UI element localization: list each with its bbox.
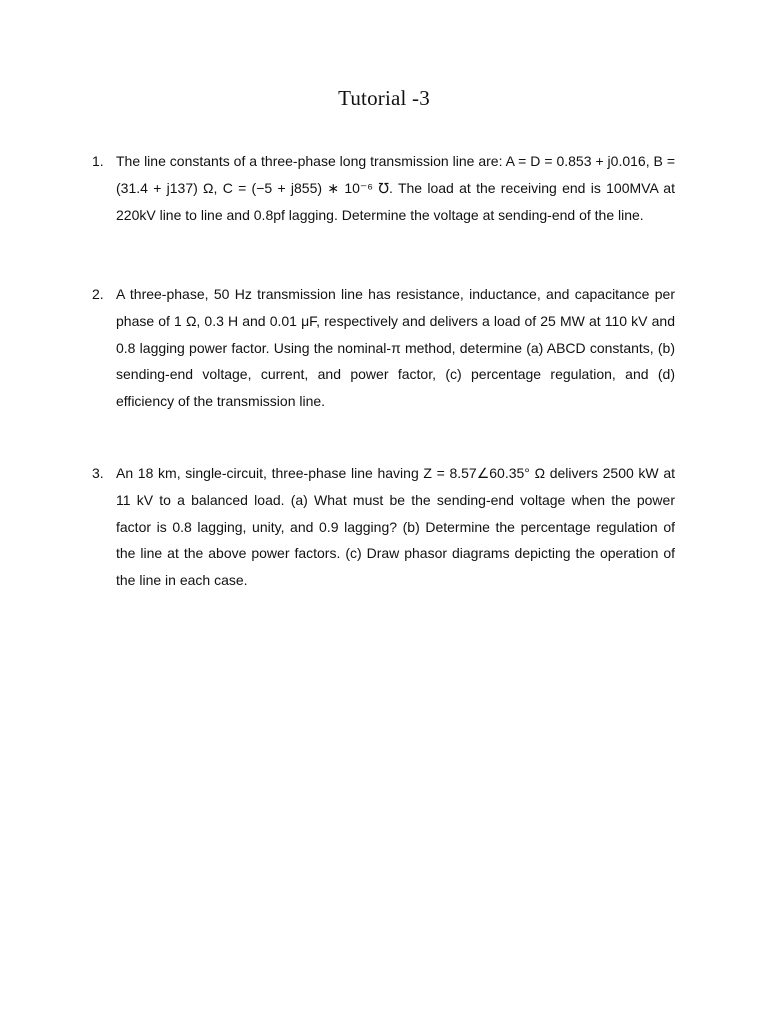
question-number: 1.: [92, 153, 104, 169]
question-number: 2.: [92, 286, 104, 302]
question-text: The line constants of a three-phase long transmission line are: A = D = 0.853 + j0.016, B = (31.4 + j137) Ω, C = (−5 + j855) ∗ 10⁻⁶ ℧. The load at the receiving end is 100MVA at 220kV line to line and 0.8pf lagging. Determine the voltage at sending-end of the line.: [116, 153, 675, 223]
question-1: [92, 148, 675, 228]
page-title: Tutorial -3: [338, 86, 430, 110]
question-number: 3.: [92, 465, 104, 481]
question-text: An 18 km, single-circuit, three-phase line having Z = 8.57∠60.35° Ω delivers 2500 kW at 11 kV to a balanced load. (a) What must be the sending-end voltage when the power factor is 0.8 lagging, unity, and 0.9 lagging? (b) Determine the percentage regulation of the line at the above power factors. (c) Draw phasor diagrams depicting the operation of the line in each case.: [116, 465, 675, 589]
question-2: [92, 281, 675, 415]
question-text: A three-phase, 50 Hz transmission line has resistance, inductance, and capacitance per phase of 1 Ω, 0.3 H and 0.01 μF, respectively and delivers a load of 25 MW at 110 kV and 0.8 lagging power factor. Using the nominal-π method, determine (a) ABCD constants, (b) sending-end voltage, current, and power factor, (c) percentage regulation, and (d) efficiency of the transmission line.: [116, 286, 675, 410]
question-3: [92, 460, 675, 594]
